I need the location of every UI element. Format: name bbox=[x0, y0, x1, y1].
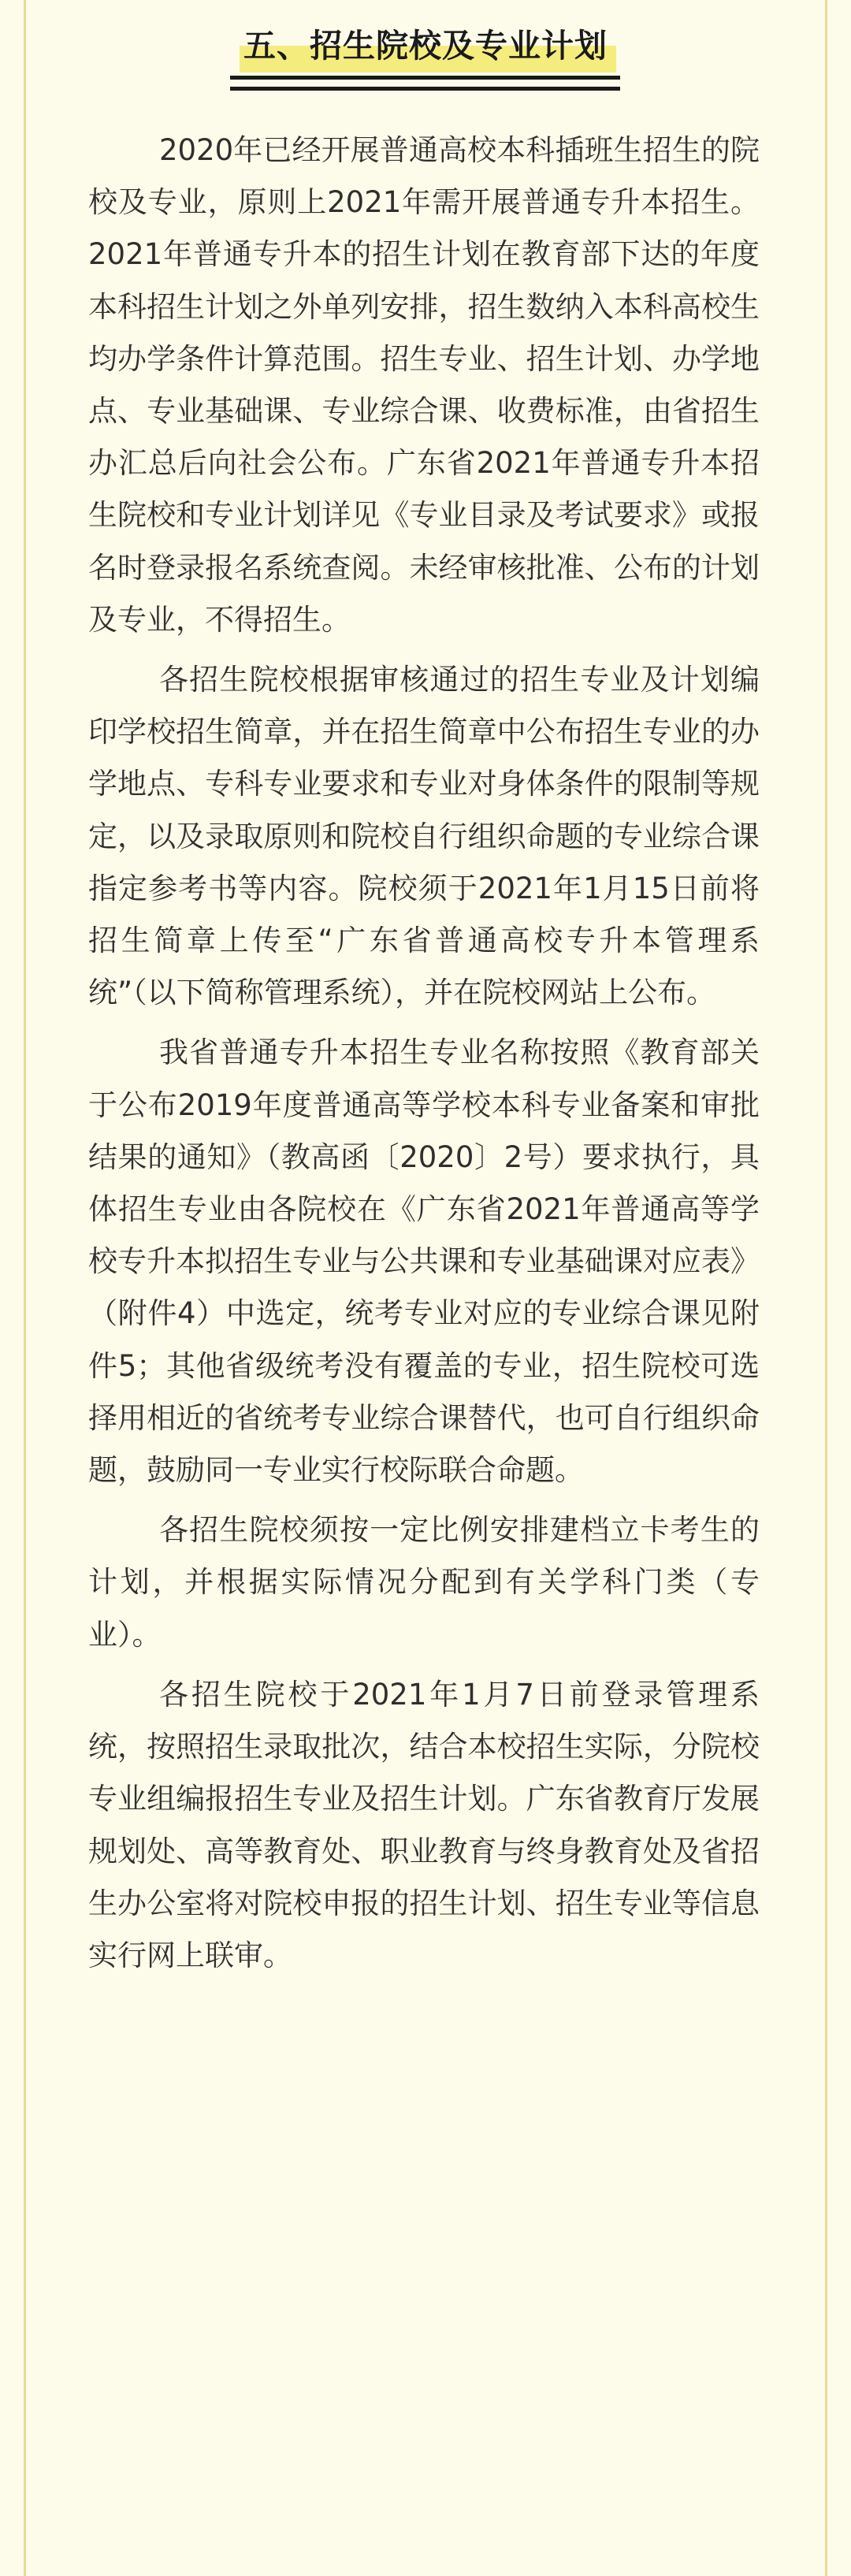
right-border-line bbox=[825, 0, 827, 2576]
heading-underline-bottom bbox=[230, 87, 620, 91]
left-border-line bbox=[24, 0, 26, 2576]
paragraph-plan-overview: 2020年已经开展普通高校本科插班生招生的院校及专业，原则上2021年需开展普通专升本招生。2021年普通专升本的招生计划在教育部下达的年度本科招生计划之外单列安排，招生数纳入本科高校生均办学条件计算范围。招生专业、招生计划、办学地点、专业基础课、专业综合课、收费标准，由省招生办汇总后向社会公布。广东省2021年普通专升本招生院校和专业计划详见《专业目录及考试要求》或报名时登录报名系统查阅。未经审核批准、公布的计划及专业，不得招生。 bbox=[88, 133, 760, 637]
heading-underline-top bbox=[230, 76, 620, 80]
paragraph-poverty-quota: 各招生院校须按一定比例安排建档立卡考生的计划，并根据实际情况分配到有关学科门类（专业）。 bbox=[88, 1513, 760, 1652]
paragraph-online-review: 各招生院校于2021年1月7日前登录管理系统，按照招生录取批次，结合本校招生实际，分院校专业组编报招生专业及招生计划。广东省教育厅发展规划处、高等教育处、职业教育与终身教育处及省招生办公室将对院校申报的招生计划、招生专业等信息实行网上联审。 bbox=[88, 1677, 760, 1972]
paragraph-major-names: 我省普通专升本招生专业名称按照《教育部关于公布2019年度普通高等学校本科专业备案和审批结果的通知》（教高函〔2020〕2号）要求执行，具体招生专业由各院校在《广东省2021年普通高等学校专升本拟招生专业与公共课和专业基础课对应表》（附件4）中选定，统考专业对应的专业综合课见附件5；其他省级统考没有覆盖的专业，招生院校可选择用相近的省统考专业综合课替代，也可自行组织命题，鼓励同一专业实行校际联合命题。 bbox=[88, 1035, 760, 1488]
paragraph-admission-brochure: 各招生院校根据审核通过的招生专业及计划编印学校招生简章，并在招生简章中公布招生专业的办学地点、专科专业要求和专业对身体条件的限制等规定，以及录取原则和院校自行组织命题的专业综合课指定参考书等内容。院校须于2021年1月15日前将招生简章上传至“广东省普通高校专升本管理系统”（以下简称管理系统），并在院校网站上公布。 bbox=[88, 663, 760, 1010]
article-body bbox=[88, 125, 760, 1982]
section-title: 五、招生院校及专业计划 bbox=[243, 27, 608, 65]
section-heading bbox=[0, 14, 851, 101]
